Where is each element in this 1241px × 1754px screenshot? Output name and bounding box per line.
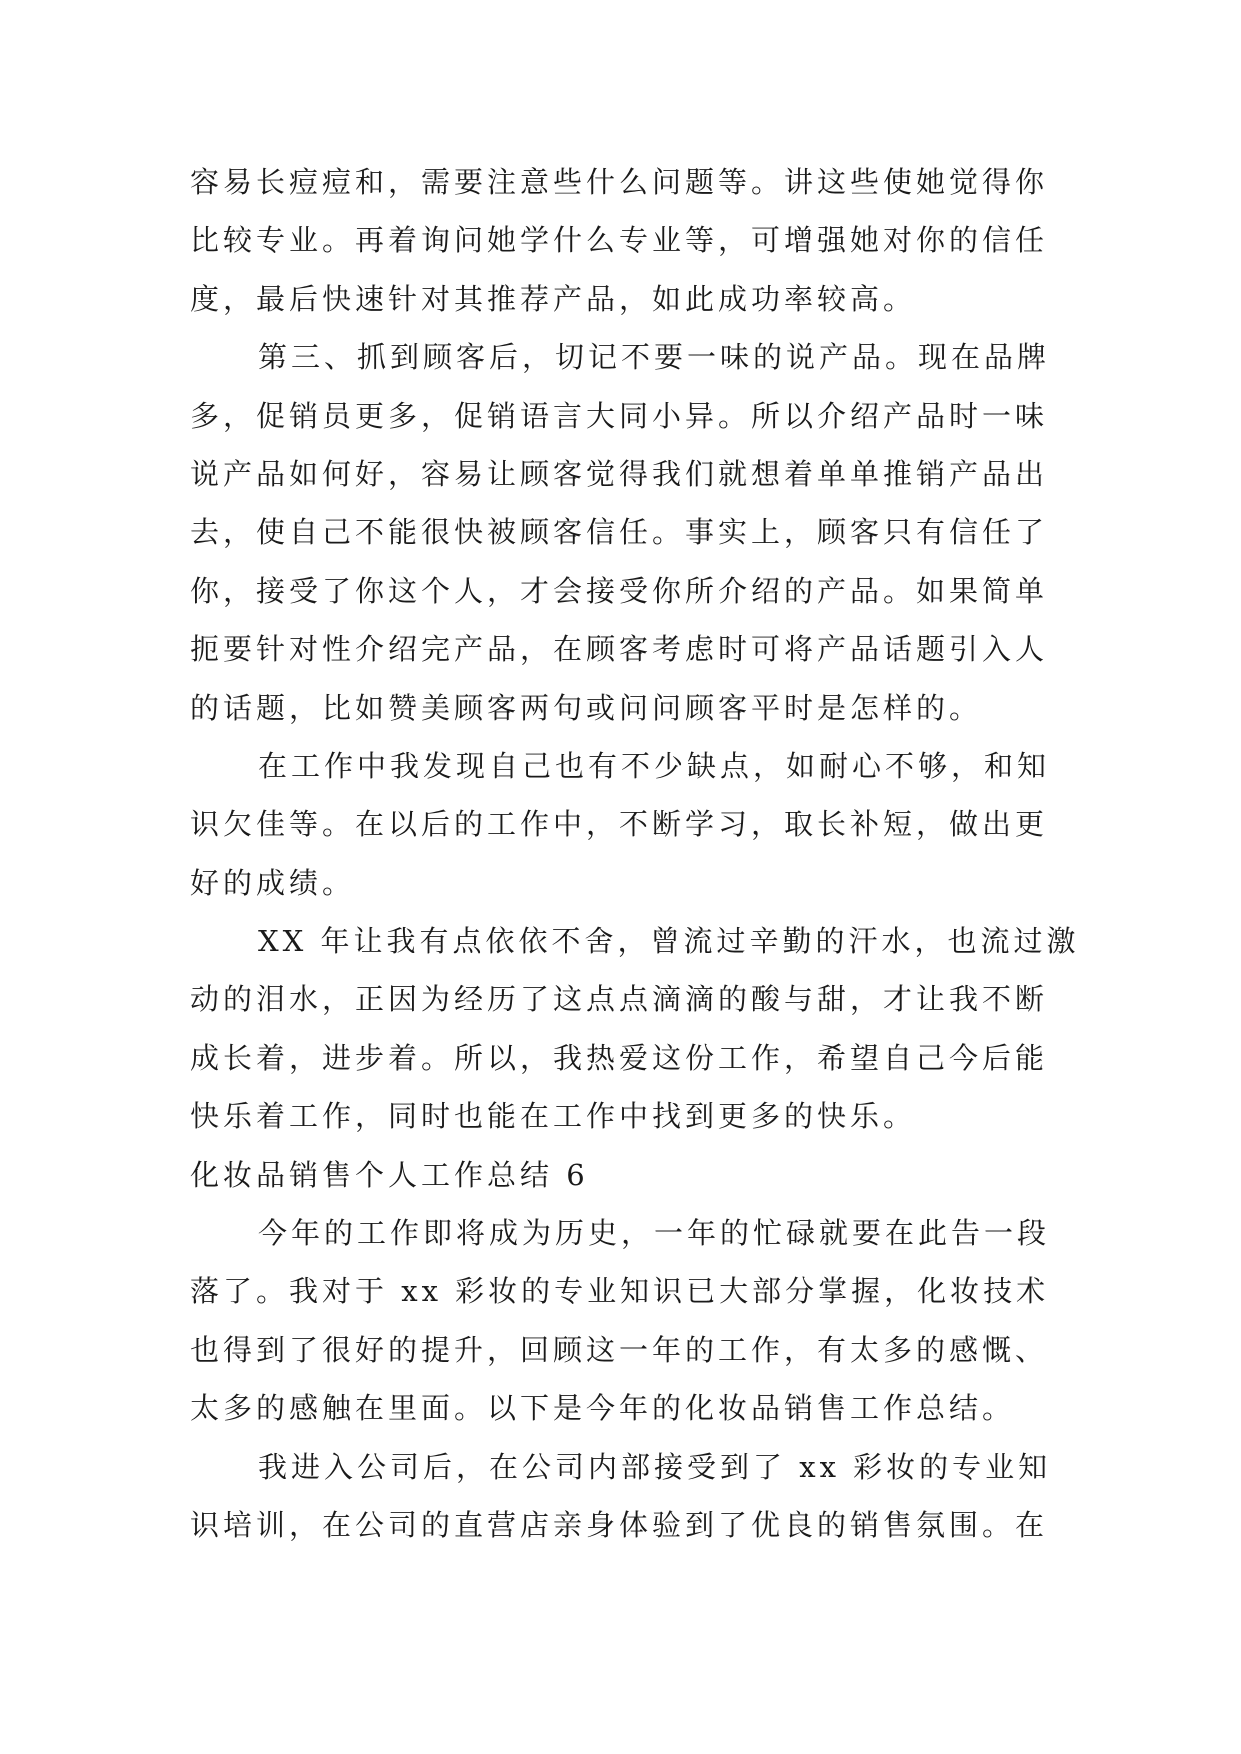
text-line: 扼要针对性介绍完产品，在顾客考虑时可将产品话题引入人 [190,632,1049,667]
paragraph-start-line: 今年的工作即将成为历史，一年的忙碌就要在此告一段 [258,1216,1051,1251]
text-line: 说产品如何好，容易让顾客觉得我们就想着单单推销产品出 [190,456,1049,491]
text-line: 识培训，在公司的直营店亲身体验到了优良的销售氛围。在 [190,1507,1049,1542]
text-line: 你，接受了你这个人，才会接受你所介绍的产品。如果简单 [190,573,1049,608]
text-line: 快乐着工作，同时也能在工作中找到更多的快乐。 [190,1099,917,1134]
text-line: 成长着，进步着。所以，我热爱这份工作，希望自己今后能 [190,1040,1049,1075]
paragraph-start-line: XX 年让我有点依依不舍，曾流过辛勤的汗水，也流过激 [258,924,1080,959]
text-line: 比较专业。再着询问她学什么专业等，可增强她对你的信任 [190,223,1049,258]
text-line: 度，最后快速针对其推荐产品，如此成功率较高。 [190,281,917,316]
text-line: 去，使自己不能很快被顾客信任。事实上，顾客只有信任了 [190,515,1049,550]
document-body [190,153,1080,1554]
text-line: 落了。我对于 xx 彩妆的专业知识已大部分掌握，化妆技术 [190,1274,1050,1309]
text-line: 多，促销员更多，促销语言大同小异。所以介绍产品时一味 [190,398,1049,433]
text-line: 动的泪水，正因为经历了这点点滴滴的酸与甜，才让我不断 [190,982,1049,1017]
section-heading: 化妆品销售个人工作总结 6 [190,1157,589,1192]
paragraph-start-line: 我进入公司后，在公司内部接受到了 xx 彩妆的专业知 [258,1449,1052,1484]
paragraph-start-line: 在工作中我发现自己也有不少缺点，如耐心不够，和知 [258,748,1051,783]
text-line: 好的成绩。 [190,865,356,900]
text-line: 的话题，比如赞美顾客两句或问问顾客平时是怎样的。 [190,690,983,725]
text-line: 也得到了很好的提升，回顾这一年的工作，有太多的感慨、 [190,1332,1049,1367]
text-line: 太多的感触在里面。以下是今年的化妆品销售工作总结。 [190,1391,1016,1426]
text-line: 识欠佳等。在以后的工作中，不断学习，取长补短，做出更 [190,807,1049,842]
text-line: 容易长痘痘和，需要注意些什么问题等。讲这些使她觉得你 [190,165,1049,199]
paragraph-start-line: 第三、抓到顾客后，切记不要一味的说产品。现在品牌 [258,340,1051,375]
